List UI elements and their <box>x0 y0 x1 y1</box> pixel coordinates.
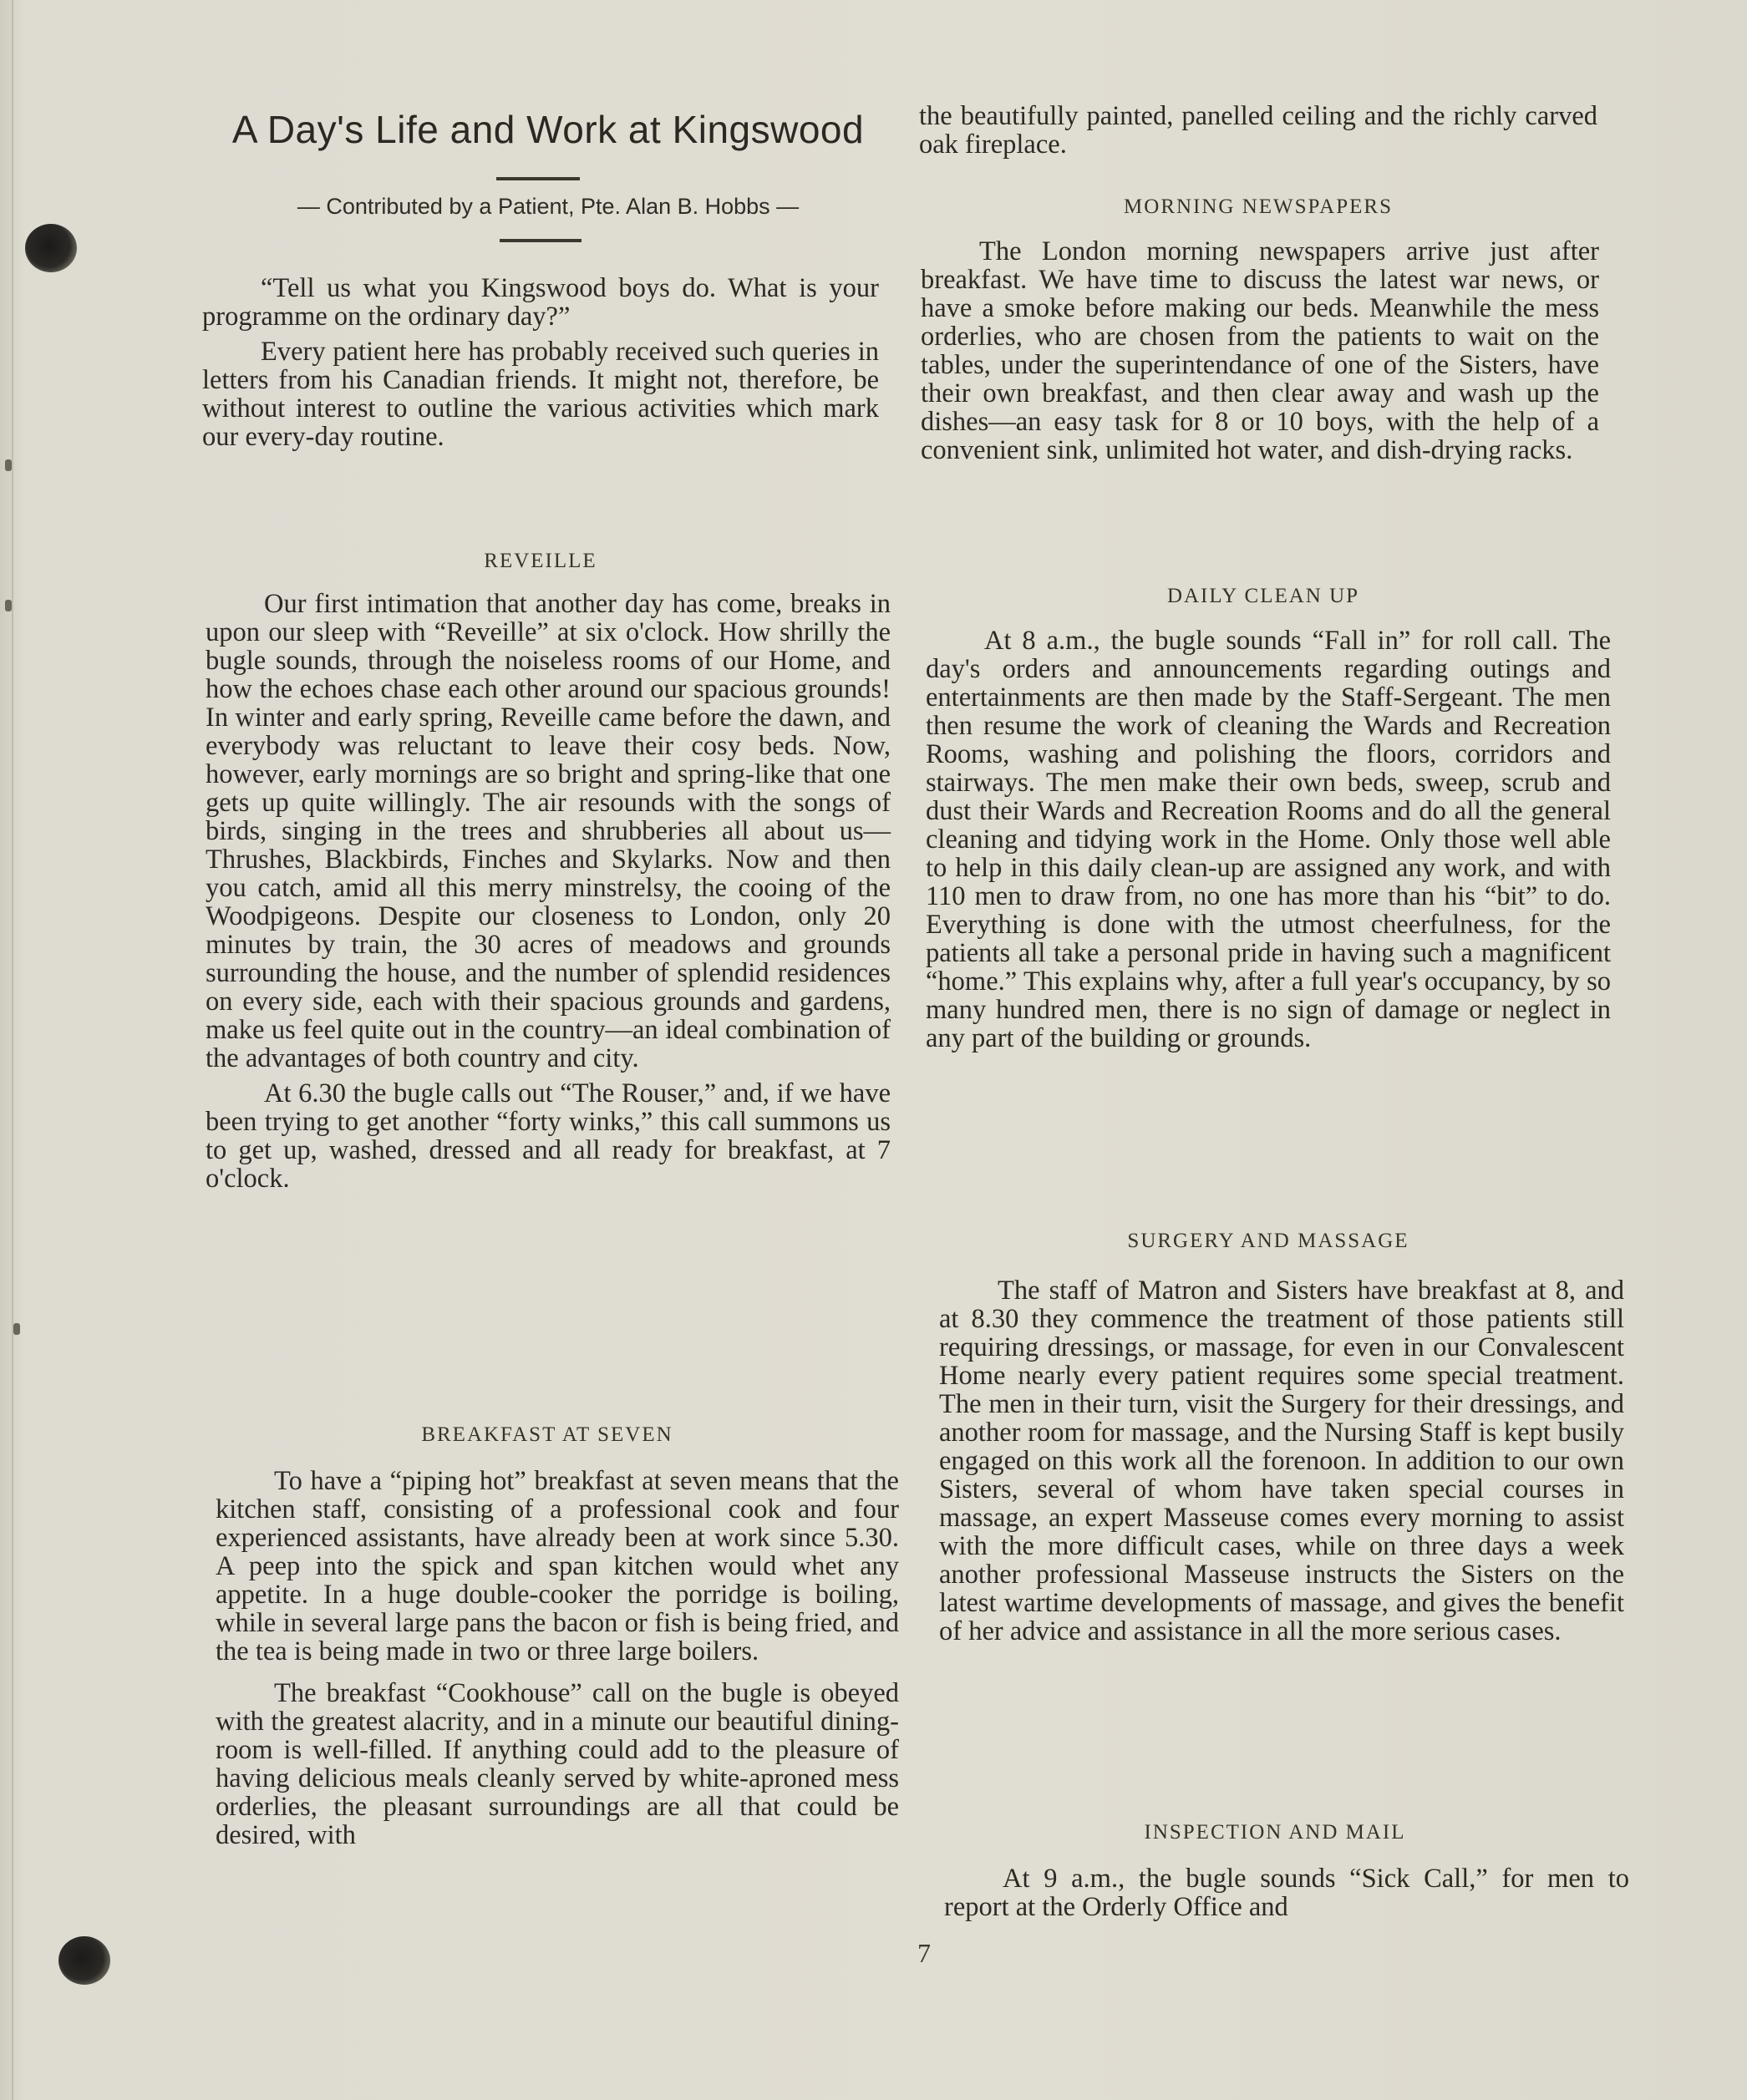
section-heading-breakfast: BREAKFAST AT SEVEN <box>421 1423 673 1446</box>
section-heading-clean-up: DAILY CLEAN UP <box>1166 585 1360 607</box>
margin-mark <box>5 600 12 611</box>
section-heading-newspapers: MORNING NEWSPAPERS <box>1124 195 1393 218</box>
body-paragraph: At 6.30 the bugle calls out “The Rouser,” and, if we have been trying to get another “forty winks,” this call summons us to get up, washed, dressed and all ready for breakfast, at 7 o'clock. <box>206 1078 891 1194</box>
intro-paragraph: Every patient here has probably received such queries in letters from his Canadian friends. It might not, therefore, be without interest to outline the various activities which mark our every-day routine. <box>202 337 879 452</box>
continuation-text <box>919 102 1597 165</box>
margin-mark <box>5 459 12 471</box>
body-paragraph: Our first intimation that another day has come, breaks in upon our sleep with “Reveille” at six o'clock. How shrilly the bugle sounds, through the noiseless rooms of our Home, and how the echoes chase each other around our spacious grounds! In winter and early spring, Reveille came before the dawn, and everybody was reluctant to leave their cosy beds. Now, however, early mornings are so bright and spring-like that one gets up quite willingly. The air resounds with the songs of birds, singing in the trees and shrubberies all about us—Thrushes, Blackbirds, Finches and Skylarks. Now and then you catch, amid all this merry minstrelsy, the cooing of the Woodpigeons. Despite our closeness to London, only 20 minutes by train, the 30 acres of meadows and grounds surrounding the house, and the number of splendid residences on every side, each with their spacious grounds and gardens, make us feel quite out in the country—an ideal combination of the advantages of both country and city. <box>206 589 891 1073</box>
body-paragraph: The London morning newspapers arrive just after breakfast. We have time to discuss the latest war news, or have a smoke before making our beds. Meanwhile the mess orderlies, who are chosen from the patients to wait on the tables, under the superintendance of one of the Sisters, have their own breakfast, and then clear away and wash up the dishes—an easy task for 8 or 10 boys, with the help of a convenient sink, unlimited hot water, and dish-drying racks. <box>921 236 1599 465</box>
section-heading-reveille: REVEILLE <box>484 550 597 572</box>
section-heading-surgery: SURGERY AND MASSAGE <box>1127 1230 1409 1252</box>
margin-mark <box>13 1323 20 1335</box>
body-paragraph: At 9 a.m., the bugle sounds “Sick Call,” for men to report at the Orderly Office and <box>944 1864 1629 1922</box>
breakfast-text <box>216 1467 899 1856</box>
title-rule-bottom <box>500 239 581 242</box>
title-rule-top <box>496 177 580 180</box>
page-fold-line <box>12 0 13 2100</box>
article-byline: — Contributed by a Patient, Pte. Alan B. Hobbs — <box>297 194 800 219</box>
newspapers-text <box>921 237 1599 471</box>
reveille-text <box>206 590 891 1200</box>
surgery-text <box>939 1276 1624 1652</box>
body-paragraph: The staff of Matron and Sisters have breakfast at 8, and at 8.30 they commence the treatment of those patients still requiring dressings, or massage, for even in our Convalescent Home nearly every patient requires some special treatment. The men in their turn, visit the Surgery for their dressings, and another room for massage, and the Nursing Staff is kept busily engaged on this work all the forenoon. In addition to our own Sisters, several of whom have taken special courses in massage, an expert Masseuse comes every morning to assist with the more difficult cases, while on three days a week another professional Masseuse instructs the Sisters on the latest wartime developments of massage, and gives the benefit of her advice and assistance in all the more serious cases. <box>939 1276 1624 1646</box>
article-title: A Day's Life and Work at Kingswood <box>231 108 865 151</box>
clean-up-text <box>926 626 1611 1059</box>
page-number: 7 <box>917 1938 931 1968</box>
body-paragraph: To have a “piping hot” breakfast at seven means that the kitchen staff, consisting of a professional cook and four experienced assistants, have already been at work since 5.30. A peep into the spick and span kitchen would whet any appetite. In a huge double-cooker the porridge is boiling, while in several large pans the bacon or fish is being fried, and the tea is being made in two or three large boilers. <box>216 1466 899 1666</box>
body-paragraph: The breakfast “Cookhouse” call on the bugle is obeyed with the greatest alacrity, and in a minute our beautiful dining-room is well-filled. If anything could add to the pleasure of having delicious meals cleanly served by white-aproned mess orderlies, the pleasant surroundings are all that could be desired, with <box>216 1678 899 1850</box>
intro-text <box>202 274 879 458</box>
body-paragraph: At 8 a.m., the bugle sounds “Fall in” for roll call. The day's orders and announcements regarding outings and entertainments are then made by the Staff-Sergeant. The men then resume the work of cleaning the Wards and Recreation Rooms, washing and polishing the floors, corridors and stairways. The men make their own beds, sweep, scrub and dust their Wards and Recreation Rooms and do all the general cleaning and tidying work in the Home. Only those well able to help in this daily clean-up are assigned any work, and with 110 men to draw from, no one has more than his “bit” to do. Everything is done with the utmost cheerfulness, for the patients all take a personal pride in having such a magnificent “home.” This explains why, after a full year's occupancy, by so many hundred men, there is no sign of damage or neglect in any part of the building or grounds. <box>926 626 1611 1053</box>
inspection-text <box>944 1864 1629 1928</box>
body-paragraph: the beautifully painted, panelled ceiling and the richly carved oak fireplace. <box>919 101 1597 160</box>
intro-paragraph: “Tell us what you Kingswood boys do. What is your programme on the ordinary day?” <box>202 273 879 332</box>
punch-hole-top <box>25 224 77 272</box>
punch-hole-bottom <box>58 1936 110 1985</box>
section-heading-inspection: INSPECTION AND MAIL <box>1144 1821 1406 1844</box>
